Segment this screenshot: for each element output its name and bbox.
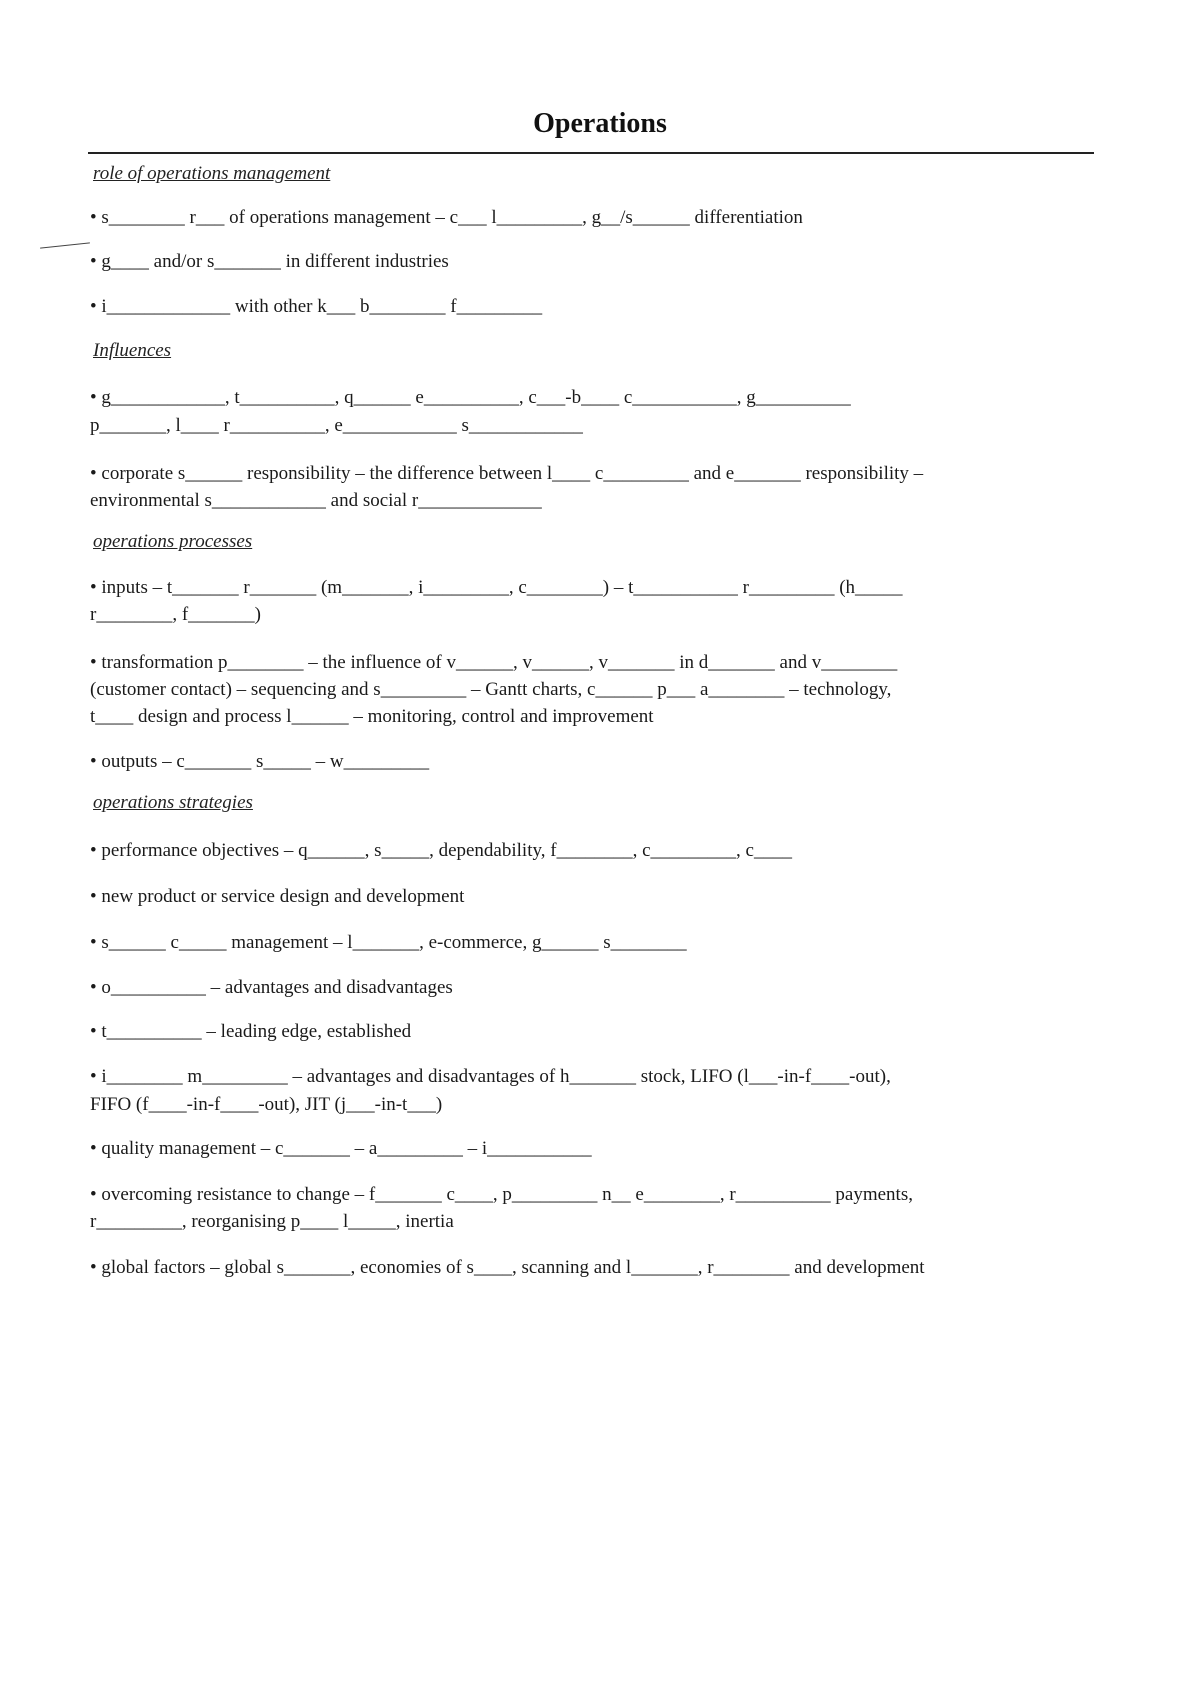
title-divider bbox=[88, 152, 1094, 154]
worksheet-line: environmental s____________ and social r_____________ bbox=[90, 490, 542, 511]
worksheet-line: • transformation p________ – the influence of v______, v______, v_______ in d_______ and v________ bbox=[90, 652, 898, 673]
worksheet-line: FIFO (f____-in-f____-out), JIT (j___-in-t___) bbox=[90, 1094, 443, 1115]
page-title: Operations bbox=[533, 108, 667, 139]
worksheet-line: • g____________, t__________, q______ e__________, c___-b____ c___________, g__________ bbox=[90, 387, 851, 408]
worksheet-line: • t__________ – leading edge, established bbox=[90, 1021, 412, 1042]
worksheet-line: r_________, reorganising p____ l_____, inertia bbox=[90, 1211, 454, 1232]
worksheet-line: • outputs – c_______ s_____ – w_________ bbox=[90, 751, 430, 772]
worksheet-line: • performance objectives – q______, s_____, dependability, f________, c_________, c____ bbox=[90, 840, 792, 861]
section-heading-influences: Influences bbox=[93, 340, 172, 361]
worksheet-line: • corporate s______ responsibility – the difference between l____ c_________ and e_______ responsibility – bbox=[90, 463, 924, 484]
section-heading-processes: operations processes bbox=[93, 531, 253, 552]
worksheet-line: • overcoming resistance to change – f_______ c____, p_________ n__ e________, r__________ payments, bbox=[90, 1184, 913, 1205]
worksheet-line: • inputs – t_______ r_______ (m_______, i_________, c________) – t___________ r_________ (h_____ bbox=[90, 577, 903, 598]
worksheet-line: p_______, l____ r__________, e____________ s____________ bbox=[90, 415, 583, 436]
worksheet-line: • i_____________ with other k___ b________ f_________ bbox=[90, 296, 543, 317]
worksheet-line: • s______ c_____ management – l_______, e-commerce, g______ s________ bbox=[90, 932, 687, 953]
section-heading-strategies: operations strategies bbox=[93, 792, 253, 813]
stray-pen-mark bbox=[40, 242, 90, 248]
worksheet-line: • new product or service design and development bbox=[90, 886, 465, 907]
worksheet-line: (customer contact) – sequencing and s_________ – Gantt charts, c______ p___ a________ – technology, bbox=[90, 679, 892, 700]
worksheet-line: • global factors – global s_______, economies of s____, scanning and l_______, r________ and development bbox=[90, 1257, 925, 1278]
worksheet-line: t____ design and process l______ – monitoring, control and improvement bbox=[90, 706, 654, 727]
worksheet-line: r________, f_______) bbox=[90, 604, 261, 625]
worksheet-line: • o__________ – advantages and disadvantages bbox=[90, 977, 453, 998]
worksheet-line: • i________ m_________ – advantages and disadvantages of h_______ stock, LIFO (l___-in-f____-out), bbox=[90, 1066, 891, 1087]
worksheet-line: • s________ r___ of operations management – c___ l_________, g__/s______ differentiation bbox=[90, 207, 803, 228]
section-heading-role: role of operations management bbox=[93, 163, 331, 184]
worksheet-line: • g____ and/or s_______ in different industries bbox=[90, 251, 449, 272]
worksheet-line: • quality management – c_______ – a_________ – i___________ bbox=[90, 1138, 592, 1159]
